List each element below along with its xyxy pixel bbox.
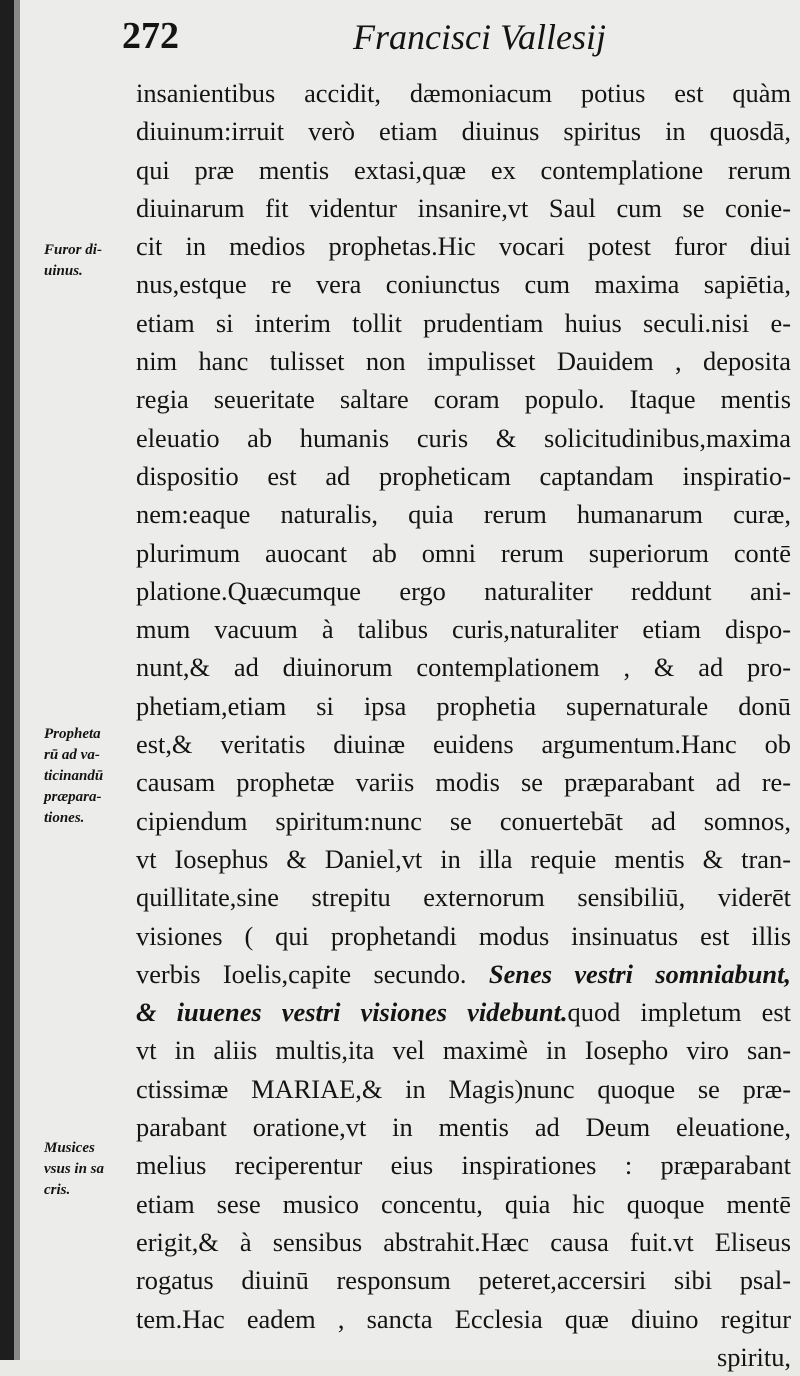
text-line: dispositio est ad propheticam captandam inspiratio-	[136, 460, 791, 491]
book-spine	[0, 0, 14, 1360]
page-number: 272	[122, 15, 179, 57]
text-line: vt Iosephus & Daniel,vt in illa requie mentis & tran-	[136, 843, 791, 874]
text-line: qui præ mentis extasi,quæ ex contemplatione rerum	[136, 154, 791, 185]
text-line: nim hanc tulisset non impulisset Dauidem , deposita	[136, 346, 791, 377]
text-line: etiam si interim tollit prudentiam huius seculi.nisi e-	[136, 307, 791, 338]
text-line: vt in aliis multis,ita vel maximè in Iosepho viro san-	[136, 1035, 791, 1066]
running-title: Francisci Vallesij	[353, 17, 606, 57]
text-line: tem.Hac eadem , sancta Ecclesia quæ diuino regitur	[136, 1303, 791, 1334]
text-line: causam prophetæ variis modis se præparabant ad re-	[136, 767, 791, 798]
italic-quotation: & iuuenes vestri visiones videbunt.	[136, 997, 568, 1028]
italic-quotation: Senes vestri somniabunt,	[488, 958, 791, 989]
text-line: visiones ( qui prophetandi modus insinuatus est illis	[136, 920, 791, 951]
text-line: cipiendum spiritum:nunc se conuertebāt ad somnos,	[136, 805, 791, 836]
page-header	[0, 12, 800, 72]
text-line: cit in medios prophetas.Hic vocari potest furor diui	[136, 231, 791, 262]
text-line: diuinarum fit videntur insanire,vt Saul cum se conie-	[136, 192, 791, 223]
text-line: rogatus diuinū responsum peteret,accersiri sibi psal-	[136, 1265, 791, 1296]
text-line: verbis Ioelis,capite secundo. Senes vestri somniabunt,	[136, 958, 791, 989]
text-line: nem:eaque naturalis, quia rerum humanarum curæ,	[136, 499, 791, 530]
text-line: nus,estque re vera coniunctus cum maxima sapiētia,	[136, 269, 791, 300]
text-line: mum vacuum à talibus curis,naturaliter etiam dispo-	[136, 614, 791, 645]
text-line: regia seueritate saltare coram populo. Itaque mentis	[136, 384, 791, 415]
text-line: quillitate,sine strepitu externorum sensibiliū, viderēt	[136, 882, 791, 913]
page-edge	[14, 0, 20, 1360]
text-line: etiam sese musico concentu, quia hic quoque mentē	[136, 1188, 791, 1219]
marginal-note-furor: Furor di- uinus.	[44, 242, 102, 279]
text-line: est,& veritatis diuinæ euidens argumentum.Hanc ob	[136, 729, 791, 760]
text-line: erigit,& à sensibus abstrahit.Hæc causa fuit.vt Eliseus	[136, 1226, 791, 1257]
text-line: parabant oratione,vt in mentis ad Deum eleuatione,	[136, 1112, 791, 1143]
text-line: ctissimæ MARIAE,& in Magis)nunc quoque se præ-	[136, 1073, 791, 1104]
text-line: platione.Quæcumque ergo naturaliter reddunt ani-	[136, 575, 791, 606]
marginal-note-musices: Musices vsus in sa cris.	[44, 1140, 105, 1198]
text-line: phetiam,etiam si ipsa prophetia supernaturale donū	[136, 690, 791, 721]
body-text	[136, 74, 791, 1376]
text-line: diuinum:irruit verò etiam diuinus spiritus in quosdā,	[136, 116, 791, 147]
text-line: eleuatio ab humanis curis & solicitudinibus,maxima	[136, 422, 791, 453]
text-line: nunt,& ad diuinorum contemplationem , & ad pro-	[136, 652, 791, 683]
text-line-catchword: spiritu,	[716, 1341, 791, 1372]
text-line: plurimum auocant ab omni rerum superiorum contē	[136, 537, 791, 568]
text-line: insanientibus accidit, dæmoniacum potius est quàm	[136, 78, 791, 108]
text-line: & iuuenes vestri visiones videbunt.quod impletum est	[136, 997, 791, 1028]
text-line: melius reciperentur eius inspirationes : præparabant	[136, 1150, 791, 1181]
marginal-note-propheta: Propheta rū ad va- ticinandū præpara- tiones.	[44, 726, 104, 826]
